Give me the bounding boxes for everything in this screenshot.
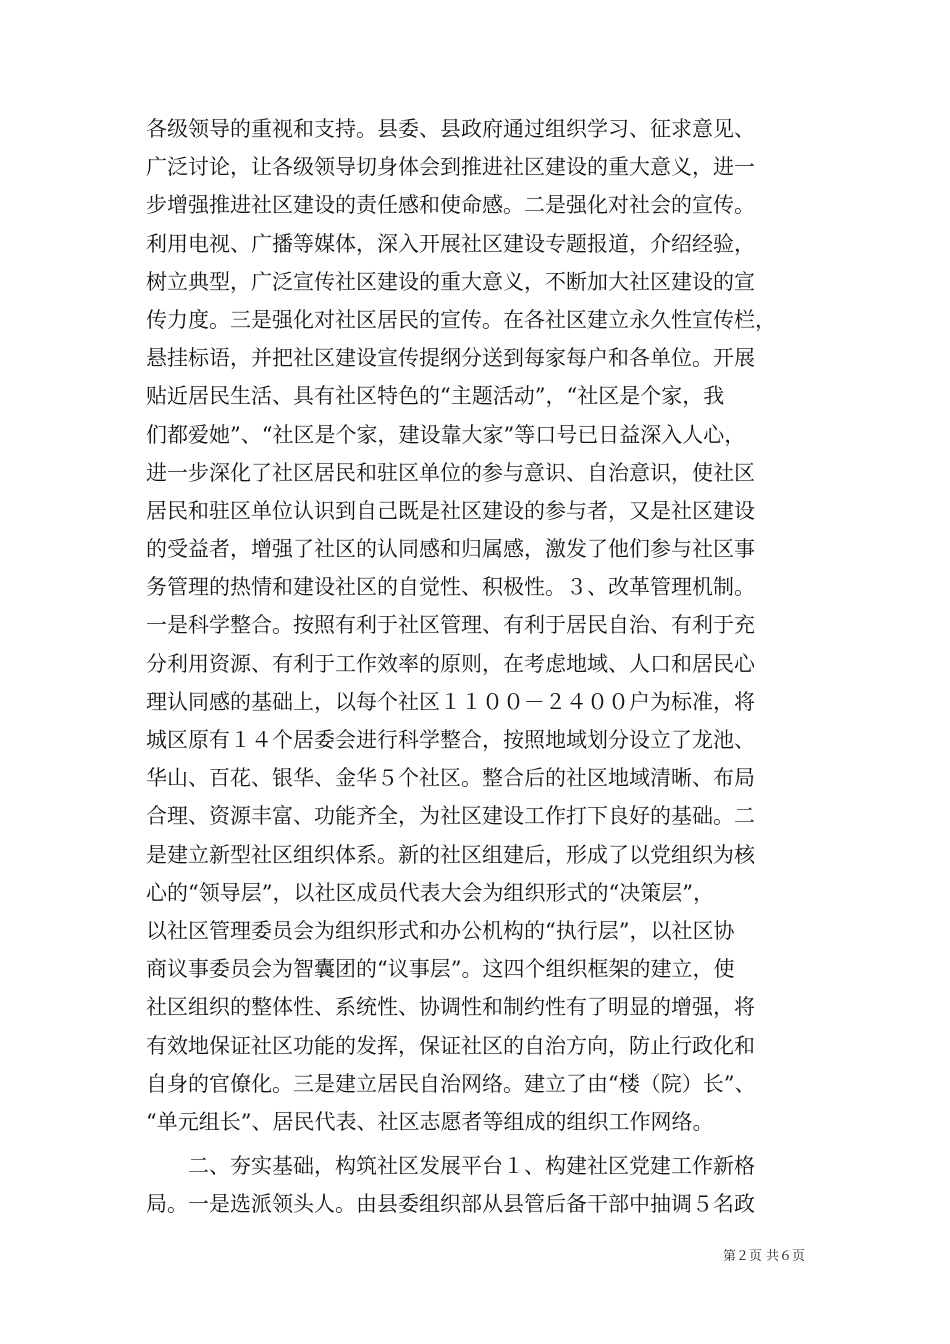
text-line: 社区组织的整体性、系统性、协调性和制约性有了明显的增强，将 xyxy=(146,995,755,1020)
paragraph-start-line: 二、夯实基础，构筑社区发展平台１、构建社区党建工作新格 xyxy=(188,1154,755,1179)
text-line: 有效地保证社区功能的发挥，保证社区的自治方向，防止行政化和 xyxy=(146,1033,755,1058)
text-line: 心的“领导层”，以社区成员代表大会为组织形式的“决策层”， xyxy=(146,880,714,905)
text-line: 树立典型，广泛宣传社区建设的重大意义，不断加大社区建设的宣 xyxy=(146,269,755,294)
text-line: 合理、资源丰富、功能齐全，为社区建设工作打下良好的基础。二 xyxy=(146,804,755,829)
text-line: 是建立新型社区组织体系。新的社区组建后，形成了以党组织为核 xyxy=(146,842,755,867)
text-line: 进一步深化了社区居民和驻区单位的参与意识、自治意识，使社区 xyxy=(146,460,755,485)
text-line: 局。一是选派领头人。由县委组织部从县管后备干部中抽调５名政 xyxy=(146,1192,755,1217)
text-line: 利用电视、广播等媒体，深入开展社区建设专题报道，介绍经验， xyxy=(146,231,755,256)
text-line: 自身的官僚化。三是建立居民自治网络。建立了由“楼（院）长”、 xyxy=(146,1071,756,1096)
body-text xyxy=(146,110,806,1223)
text-line: 分利用资源、有利于工作效率的原则，在考虑地域、人口和居民心 xyxy=(146,651,755,676)
text-line: “单元组长”、居民代表、社区志愿者等组成的组织工作网络。 xyxy=(146,1109,714,1134)
text-line: 理认同感的基础上，以每个社区１１００－２４００户为标准，将 xyxy=(146,689,755,714)
text-line: 一是科学整合。按照有利于社区管理、有利于居民自治、有利于充 xyxy=(146,613,755,638)
text-line: 们都爱她”、“社区是个家，建设靠大家”等口号已日益深入人心， xyxy=(146,422,746,447)
text-line: 传力度。三是强化对社区居民的宣传。在各社区建立永久性宣传栏， xyxy=(146,307,776,332)
text-line: 以社区管理委员会为组织形式和办公机构的“执行层”，以社区协 xyxy=(146,918,735,943)
text-line: 贴近居民生活、具有社区特色的“主题活动”，“社区是个家，我 xyxy=(146,384,725,409)
text-line: 务管理的热情和建设社区的自觉性、积极性。３、改革管理机制。 xyxy=(146,575,755,600)
text-line: 悬挂标语，并把社区建设宣传提纲分送到每家每户和各单位。开展 xyxy=(146,346,755,371)
text-line: 商议事委员会为智囊团的“议事层”。这四个组织框架的建立，使 xyxy=(146,957,735,982)
text-line: 广泛讨论，让各级领导切身体会到推进社区建设的重大意义，进一 xyxy=(146,155,755,180)
text-line: 华山、百花、银华、金华５个社区。整合后的社区地域清晰、布局 xyxy=(146,766,755,791)
text-line: 步增强推进社区建设的责任感和使命感。二是强化对社会的宣传。 xyxy=(146,193,755,218)
text-line: 的受益者，增强了社区的认同感和归属感，激发了他们参与社区事 xyxy=(146,537,755,562)
text-line: 城区原有１４个居委会进行科学整合，按照地域划分设立了龙池、 xyxy=(146,728,755,752)
text-line: 各级领导的重视和支持。县委、县政府通过组织学习、征求意见、 xyxy=(146,117,755,141)
page-number-footer: 第２页 共６页 xyxy=(722,1249,805,1264)
text-line: 居民和驻区单位认识到自己既是社区建设的参与者，又是社区建设 xyxy=(146,498,755,523)
